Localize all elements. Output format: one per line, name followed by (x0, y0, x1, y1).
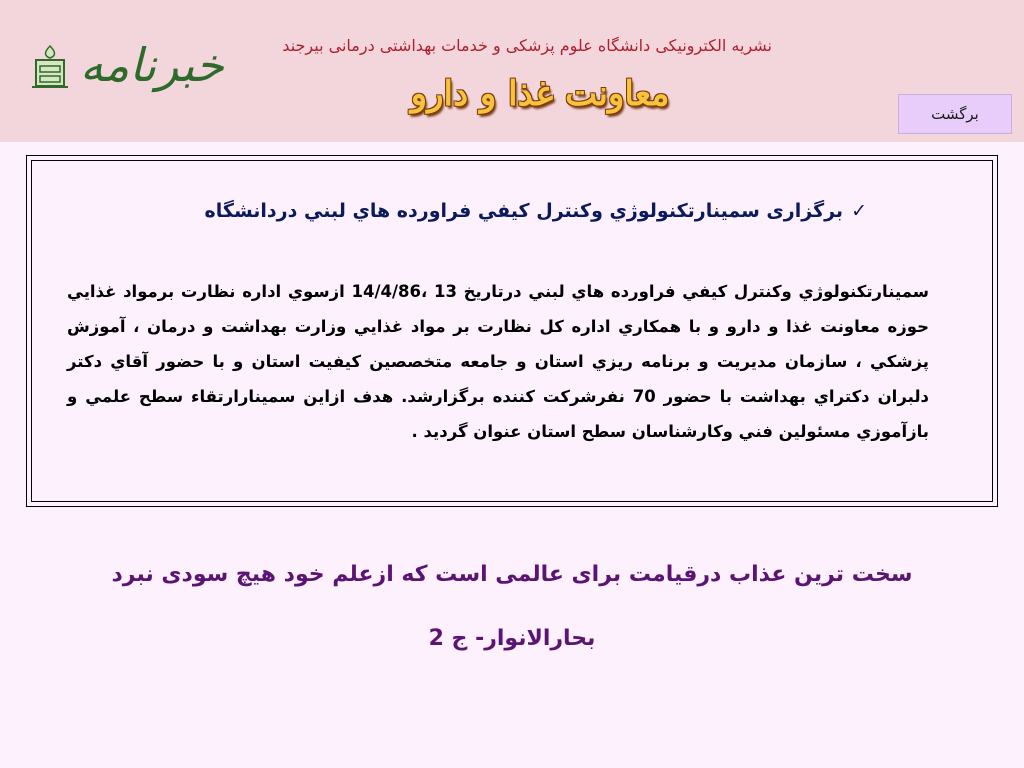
publication-title: نشریه الکترونیکی دانشگاه علوم پزشکی و خدمات بهداشتی درمانی بیرجند (282, 36, 772, 55)
header-banner (0, 0, 1024, 142)
news-box (26, 155, 998, 507)
logo-text: خبرنامه (80, 38, 224, 92)
checkmark-icon: ✓ (851, 200, 867, 222)
footer-quote-source: بحارالانوار- ج 2 (428, 626, 596, 651)
news-title-text: برگزاری سمينارتكنولوژي وكنترل كيفي فراورده هاي لبني دردانشگاه (204, 200, 844, 222)
building-icon (30, 44, 70, 90)
news-title (147, 200, 867, 222)
news-body: سمينارتكنولوژي وكنترل كيفي فراورده هاي لبني درتاريخ 13 ،14/4/86 ازسوي اداره نظارت برمواد غذايي حوزه معاونت غذا و دارو و با همكاري اداره كل نظارت بر مواد غذايي وزارت بهداشت و درمان ، آموزش پزشكي ، سازمان مديريت و برنامه ريزي استان و جامعه متخصصين كيفيت استان و با حضور آقاي دكتر دلبران دكتراي بهداشت با حضور 70 نفرشركت كننده برگزارشد. هدف ازاين سمينارارتقاء سطح علمي و بازآموزي مسئولين فني وكارشناسان سطح استان عنوان گرديد . (67, 282, 930, 441)
department-title: معاونت غذا و دارو (410, 74, 670, 114)
back-button[interactable]: برگشت (898, 94, 1012, 134)
logo (30, 28, 224, 108)
footer-quote: سخت ترین عذاب درقیامت برای عالمی است که ازعلم خود هیچ سودی نبرد (111, 562, 913, 587)
